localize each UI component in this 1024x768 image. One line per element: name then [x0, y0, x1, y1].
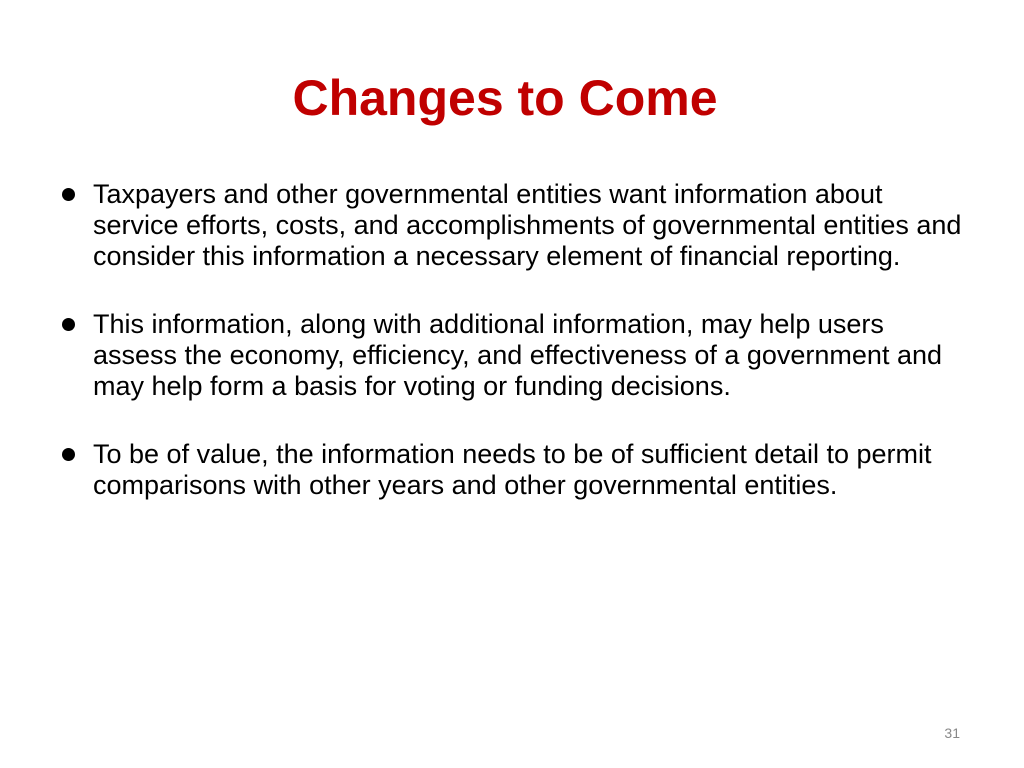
bullet-dot-icon — [62, 188, 75, 201]
bullet-dot-icon — [62, 448, 75, 461]
slide-title: Changes to Come — [292, 70, 718, 126]
bullet-dot-icon — [62, 318, 75, 331]
bullet-item — [62, 179, 962, 272]
bullet-text: Taxpayers and other governmental entities want information about service efforts, costs, and accomplishments of governmental entities and consider this information a necessary element of financial reporting. — [93, 179, 962, 271]
bullet-text: To be of value, the information needs to be of sufficient detail to permit comparisons with other years and other governmental entities. — [93, 439, 932, 500]
page-number: 31 — [944, 725, 960, 741]
bullet-text: This information, along with additional information, may help users assess the economy, efficiency, and effectiveness of a government and may help form a basis for voting or funding decisions. — [93, 309, 942, 401]
bullet-list — [62, 179, 962, 538]
bullet-item — [62, 439, 962, 501]
bullet-item — [62, 309, 962, 402]
